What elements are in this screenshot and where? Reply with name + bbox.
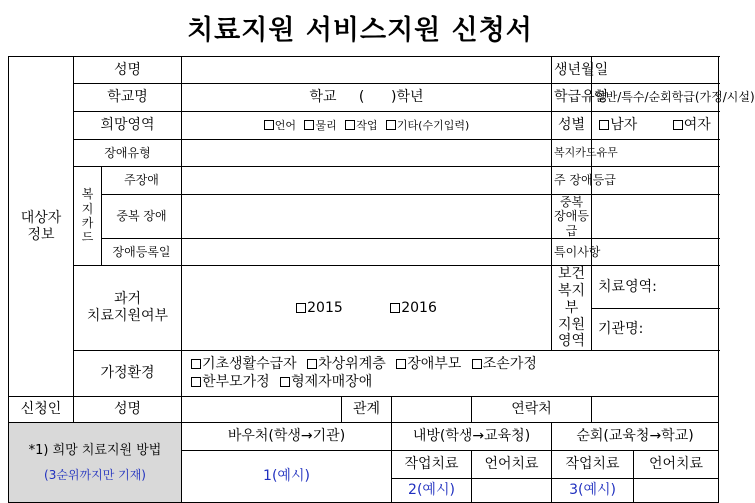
family-option-sibling-disability[interactable]: 형제자매장애 [280,374,372,390]
application-form [8,56,755,503]
year-option-2015[interactable]: 2015 [296,300,343,316]
form-title: 치료지원 서비스지원 신청서 [187,15,533,46]
visit-work-label: 작업치료 [392,451,472,479]
name-label: 성명 [74,57,182,84]
checkbox-icon [191,377,201,387]
past-support-label: 과거 치료지원여부 [74,266,182,351]
method-note: (3순위까지만 기재) [44,468,146,483]
main-grade-label: 주 장애등급 [552,167,592,195]
disability-type-label: 장애유형 [74,140,182,167]
institution-field[interactable]: 기관명: [592,308,719,351]
hope-area-options [182,112,552,140]
checkbox-icon [307,359,317,369]
checkbox-icon [396,359,406,369]
checkbox-icon [304,120,314,130]
checkbox-icon [673,120,683,130]
family-option-single-parent[interactable]: 한부모가정 [191,374,270,390]
checkbox-icon [345,120,355,130]
family-options [182,351,719,397]
voucher-header: 바우처(학생→기관) [182,423,392,451]
disability-type-field[interactable] [182,140,552,167]
hope-option-physical[interactable]: 물리 [304,119,336,132]
multi-disability-label: 중복 장애 [102,195,182,239]
multi-disability-field[interactable] [182,195,552,239]
main-disability-field[interactable] [182,167,552,195]
checkbox-icon [191,359,201,369]
special-notes-label: 특이사항 [552,239,592,266]
multi-grade-label: 중복 장애등급 [552,195,592,239]
method-label [9,423,182,503]
birthdate-field[interactable] [592,57,719,84]
welfare-card-label: 복지카드유무 [552,140,592,167]
method-title: *1) 희망 치료지원 방법 [28,442,162,458]
target-info-label: 대상자 정보 [9,57,74,397]
voucher-rank-field[interactable]: 1(예시) [182,451,392,503]
visit-speech-field[interactable] [472,479,552,503]
family-option-basic[interactable]: 기초생활수급자 [191,356,297,372]
multi-grade-field[interactable] [592,195,719,239]
checkbox-icon [599,120,609,130]
tour-work-label: 작업치료 [552,451,634,479]
hope-area-label: 희망영역 [74,112,182,140]
hope-option-other[interactable]: 기타(수기입력) [386,119,469,132]
relation-field[interactable] [392,397,472,423]
special-notes-field[interactable] [592,239,719,266]
hope-option-occupational[interactable]: 작업 [345,119,377,132]
hope-option-language[interactable]: 언어 [264,119,296,132]
checkbox-icon [280,377,290,387]
checkbox-icon [472,359,482,369]
applicant-name-label: 성명 [74,397,182,423]
checkbox-icon [264,120,274,130]
past-support-options [182,266,552,351]
checkbox-icon [386,120,396,130]
contact-field[interactable] [592,397,719,423]
family-option-grandparent[interactable]: 조손가정 [472,356,537,372]
checkbox-icon [296,303,306,313]
relation-label: 관계 [342,397,392,423]
checkbox-icon [390,303,400,313]
name-field[interactable] [182,57,552,84]
tour-header: 순회(교육청→학교) [552,423,719,451]
therapy-area-field[interactable]: 치료영역: [592,266,719,308]
reg-date-label: 장애등록일 [102,239,182,266]
gender-label: 성별 [552,112,592,140]
school-name-label: 학교명 [74,84,182,112]
contact-label: 연락처 [472,397,592,423]
tour-work-field[interactable]: 3(예시) [552,479,634,503]
mohw-area-label: 보건복지부 지원영역 [552,266,592,351]
school-name-field[interactable]: 학교 ( )학년 [182,84,552,112]
class-type-value[interactable]: 일반/특수/순회학급(가정/시설) [592,84,719,112]
family-label: 가정환경 [74,351,182,397]
family-option-near-poverty[interactable]: 차상위계층 [307,356,386,372]
family-option-disabled-parent[interactable]: 장애부모 [396,356,461,372]
applicant-label: 신청인 [9,397,74,423]
tour-speech-field[interactable] [634,479,719,503]
gender-options [592,112,719,140]
reg-date-field[interactable] [182,239,552,266]
gender-option-male[interactable]: 남자 [599,117,637,133]
visit-work-field[interactable]: 2(예시) [392,479,472,503]
visit-speech-label: 언어치료 [472,451,552,479]
applicant-name-field[interactable] [182,397,342,423]
birthdate-label: 생년월일 [552,57,592,84]
welfare-card-group-label: 복지 카드 [74,167,102,266]
year-option-2016[interactable]: 2016 [390,300,437,316]
class-type-label: 학급유형 [552,84,592,112]
main-disability-label: 주장애 [102,167,182,195]
visit-header: 내방(학생→교육청) [392,423,552,451]
tour-speech-label: 언어치료 [634,451,719,479]
gender-option-female[interactable]: 여자 [673,117,711,133]
